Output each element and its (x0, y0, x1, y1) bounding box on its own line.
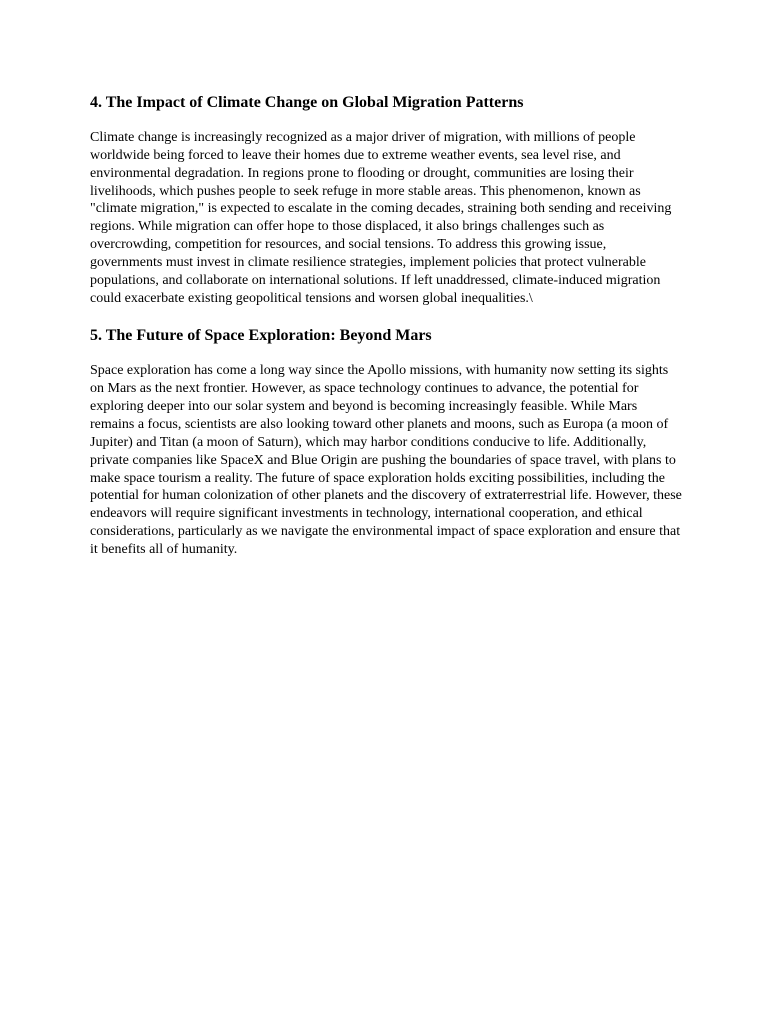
section-paragraph: Climate change is increasingly recognized as a major driver of migration, with millions of people worldwide being forced to leave their homes due to extreme weather events, sea level rise, and environmental degradation. In regions prone to flooding or drought, communities are losing their livelihoods, which pushes people to seek refuge in more stable areas. This phenomenon, known as "climate migration," is expected to escalate in the coming decades, straining both sending and receiving regions. While migration can offer hope to those displaced, it also brings challenges such as overcrowding, competition for resources, and social tensions. To address this growing issue, governments must invest in climate resilience strategies, implement policies that protect vulnerable populations, and collaborate on international solutions. If left unaddressed, climate-induced migration could exacerbate existing geopolitical tensions and worsen global inequalities.\ (90, 130, 672, 306)
document-page (90, 93, 682, 559)
section-heading: 5. The Future of Space Exploration: Beyond Mars (90, 327, 432, 345)
section-climate-migration (90, 93, 682, 307)
section-heading: 4. The Impact of Climate Change on Global Migration Patterns (90, 94, 524, 111)
section-space-exploration (90, 326, 682, 558)
section-paragraph: Space exploration has come a long way since the Apollo missions, with humanity now setting its sights on Mars as the next frontier. However, as space technology continues to advance, the potential for exploring deeper into our solar system and beyond is becoming increasingly feasible. While Mars remains a focus, scientists are also looking toward other planets and moons, such as Europa (a moon of Jupiter) and Titan (a moon of Saturn), which may harbor conditions conducive to life. Additionally, private companies like SpaceX and Blue Origin are pushing the boundaries of space travel, with plans to make space tourism a reality. The future of space exploration holds exciting possibilities, including the potential for human colonization of other planets and the discovery of extraterrestrial life. However, these endeavors will require significant investments in technology, international cooperation, and ethical considerations, particularly as we navigate the environmental impact of space exploration and ensure that it benefits all of humanity. (90, 363, 682, 557)
